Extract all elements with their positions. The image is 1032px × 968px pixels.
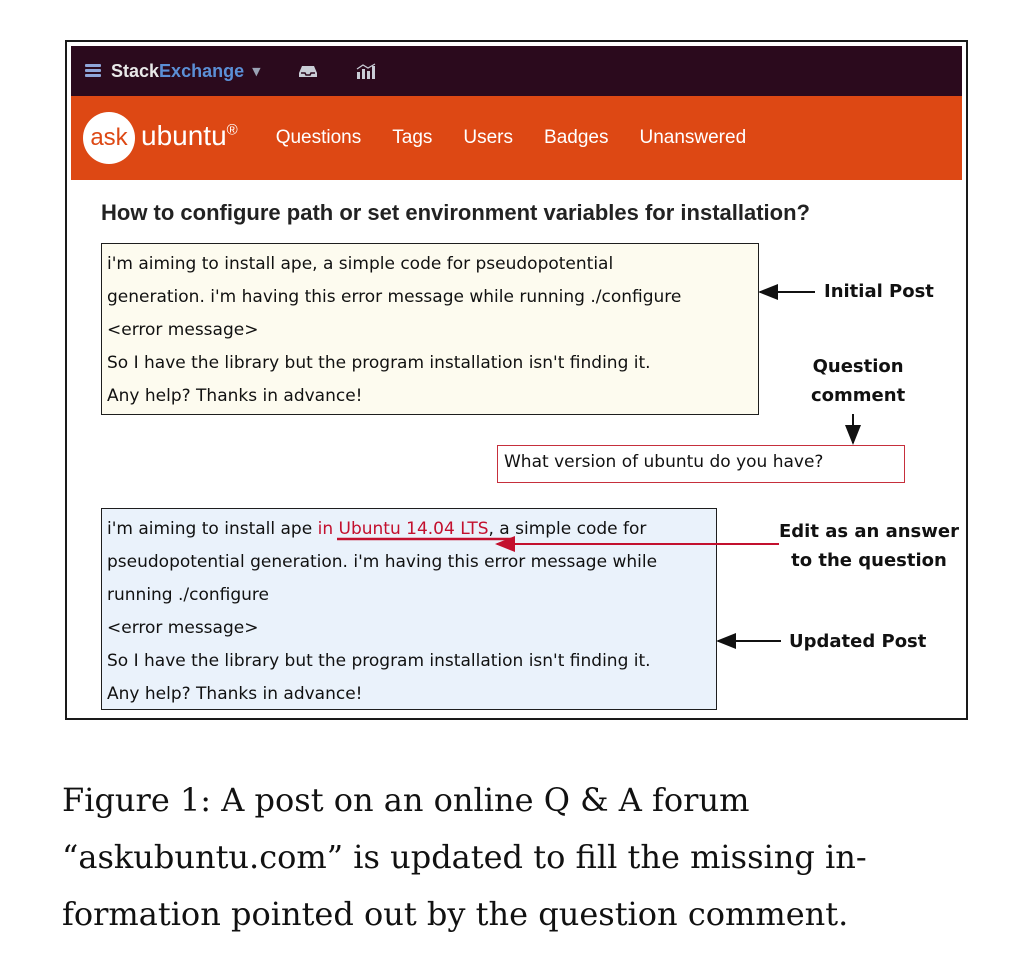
initial-post-line: So I have the library but the program installation isn't finding it. [107, 353, 651, 373]
caption-line: “askubuntu.com” is updated to fill the missing in- [62, 838, 867, 876]
initial-post-line: i'm aiming to install ape, a simple code for pseudopotential [107, 254, 614, 274]
nav-tags[interactable]: Tags [392, 127, 433, 148]
nav-users[interactable]: Users [463, 127, 514, 148]
caption-line: Figure 1: A post on an online Q & A forum [62, 781, 750, 819]
updated-post-line: So I have the library but the program installation isn't finding it. [107, 651, 651, 671]
logo-ubuntu-text: ubuntu [141, 120, 227, 151]
annotation-line: Edit as an answer [779, 521, 959, 542]
caption-line: formation pointed out by the question comment. [62, 895, 849, 933]
brand-part-stack: Stack [111, 60, 160, 81]
updated-post-line: Any help? Thanks in advance! [107, 684, 363, 704]
nav-unanswered[interactable]: Unanswered [639, 127, 747, 148]
annotation-line: to the question [791, 550, 947, 571]
logo-ask-text: ask [90, 124, 128, 151]
inbox-icon[interactable] [297, 64, 319, 78]
hamburger-icon[interactable] [85, 64, 101, 78]
brand-part-exchange: Exchange [159, 60, 245, 81]
annotation-line: comment [811, 385, 906, 406]
initial-post-box [101, 243, 759, 415]
initial-post-line: generation. i'm having this error message while running ./configure [107, 287, 682, 307]
reputation-chart-icon[interactable] [355, 63, 377, 79]
askubuntu-logo-word[interactable] [141, 120, 238, 152]
question-title[interactable]: How to configure path or set environment variables for installation? [101, 200, 810, 225]
registered-mark: ® [226, 121, 238, 139]
updated-post-line [107, 513, 711, 546]
nav-badges[interactable]: Badges [544, 127, 609, 148]
initial-post-line: Any help? Thanks in advance! [107, 386, 363, 406]
site-nav [276, 127, 746, 149]
figure-caption [62, 772, 974, 943]
updated-post-line: <error message> [107, 618, 259, 638]
question-comment-annotation [811, 352, 905, 410]
stackexchange-logo[interactable] [111, 61, 244, 82]
updated-post-annotation: Updated Post [789, 631, 927, 652]
updated-post-box [101, 508, 717, 710]
updated-post-line: running ./configure [107, 585, 270, 605]
initial-post-annotation: Initial Post [824, 281, 934, 302]
edit-highlight: in Ubuntu 14.04 LTS [317, 519, 489, 539]
updated-text-before: i'm aiming to install ape [107, 519, 318, 539]
annotation-line: Question [812, 356, 904, 377]
initial-post-line: <error message> [107, 320, 259, 340]
figure-screenshot-frame [65, 40, 968, 720]
question-comment-box: What version of ubuntu do you have? [497, 445, 905, 483]
updated-text-after: , a simple code for [488, 519, 647, 539]
edit-annotation [779, 517, 959, 575]
nav-questions[interactable]: Questions [275, 127, 362, 148]
askubuntu-logo-circle[interactable] [83, 112, 135, 164]
updated-post-line: pseudopotential generation. i'm having this error message while [107, 552, 658, 572]
stackexchange-topbar [71, 46, 962, 96]
askubuntu-header [71, 96, 962, 180]
chevron-down-icon[interactable]: ▼ [252, 64, 261, 78]
